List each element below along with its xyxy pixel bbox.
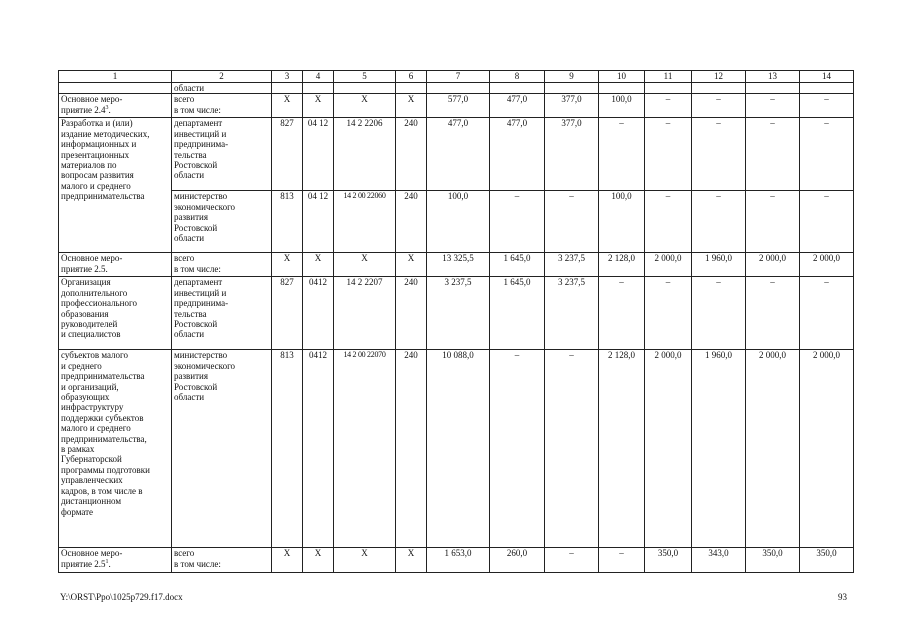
code-cell: 827	[272, 277, 303, 350]
code-cell: 240	[396, 350, 427, 548]
measure-description-cell: субъектов малого и среднего предпринимательства и организаций, образующих инфраструктуру поддержки субъектов малого и среднего предпринимательства, в рамках Губернаторской программы подготовки управленческих кадров, в том числе в дистанционном формате	[59, 350, 172, 548]
value-cell: –	[645, 94, 692, 118]
value-cell: 577,0	[427, 94, 490, 118]
document-file-path: Y:\ORST\Ppo\1025p729.f17.docx	[60, 592, 183, 602]
value-cell: –	[545, 191, 599, 253]
code-cell: 04 12	[303, 118, 334, 191]
executor-cell: министерство экономического развития Ростовской области	[172, 350, 272, 548]
table-row	[59, 277, 854, 350]
value-cell: 1 645,0	[490, 253, 545, 277]
budget-table	[58, 70, 854, 573]
value-cell: 100,0	[599, 94, 645, 118]
value-cell: –	[599, 548, 645, 573]
table-row	[59, 118, 854, 191]
value-cell: 1 960,0	[692, 350, 746, 548]
value-cell: –	[692, 277, 746, 350]
value-cell: 477,0	[427, 118, 490, 191]
code-cell: Х	[303, 94, 334, 118]
executor-cell: департамент инвестиций и предпринима- тельства Ростовской области	[172, 118, 272, 191]
value-cell: –	[490, 350, 545, 548]
code-cell: Х	[334, 94, 396, 118]
code-cell: 0412	[303, 277, 334, 350]
code-cell: 813	[272, 350, 303, 548]
measure-name-tail: .	[108, 558, 111, 569]
executor-cell: области	[172, 83, 272, 94]
measure-name-cell: Основное меро- приятие 2.5.	[59, 253, 172, 277]
column-header: 1	[59, 71, 172, 83]
column-header: 3	[272, 71, 303, 83]
column-number-row	[59, 71, 854, 83]
value-cell: –	[645, 118, 692, 191]
page-number: 93	[838, 592, 847, 602]
footnote-mark: 3	[105, 104, 109, 111]
value-cell: –	[692, 118, 746, 191]
executor-cell: департамент инвестиций и предпринима- тельства Ростовской области	[172, 277, 272, 350]
value-cell: –	[746, 94, 800, 118]
executor-cell: министерство экономического развития Ростовской области	[172, 191, 272, 253]
executor-cell: всего в том числе:	[172, 94, 272, 118]
value-cell: 1 645,0	[490, 277, 545, 350]
code-cell: Х	[396, 94, 427, 118]
table-row	[59, 94, 854, 118]
column-header: 4	[303, 71, 334, 83]
code-cell: 14 2 2207	[334, 277, 396, 350]
value-cell: –	[545, 350, 599, 548]
code-cell: Х	[334, 548, 396, 573]
value-cell: 260,0	[490, 548, 545, 573]
code-cell: Х	[303, 548, 334, 573]
value-cell: –	[800, 191, 854, 253]
measure-name: Основное меро- приятие 2.5	[61, 548, 123, 569]
value-cell: 350,0	[645, 548, 692, 573]
value-cell: 477,0	[490, 118, 545, 191]
value-cell: –	[800, 277, 854, 350]
value-cell: –	[800, 118, 854, 191]
column-header: 6	[396, 71, 427, 83]
value-cell: –	[692, 191, 746, 253]
code-cell: 14 2 2206	[334, 118, 396, 191]
code-cell: Х	[396, 548, 427, 573]
value-cell: –	[645, 191, 692, 253]
table-row	[59, 253, 854, 277]
code-cell: 240	[396, 191, 427, 253]
value-cell: 350,0	[746, 548, 800, 573]
value-cell: 3 237,5	[545, 277, 599, 350]
footnote-mark: 1	[105, 558, 109, 565]
code-cell: 813	[272, 191, 303, 253]
column-header: 10	[599, 71, 645, 83]
value-cell: 2 000,0	[800, 253, 854, 277]
code-cell: 14 2 00 22070	[334, 350, 396, 548]
value-cell: 377,0	[545, 118, 599, 191]
value-cell: 2 000,0	[746, 253, 800, 277]
measure-name-cell	[59, 548, 172, 573]
code-cell: 240	[396, 118, 427, 191]
value-cell: 2 000,0	[746, 350, 800, 548]
code-cell: Х	[303, 253, 334, 277]
value-cell: –	[800, 94, 854, 118]
value-cell: 1 653,0	[427, 548, 490, 573]
value-cell: –	[692, 94, 746, 118]
value-cell: 1 960,0	[692, 253, 746, 277]
table-row	[59, 350, 854, 548]
code-cell: Х	[272, 548, 303, 573]
code-cell: 04 12	[303, 191, 334, 253]
executor-cell: всего в том числе:	[172, 253, 272, 277]
value-cell: 477,0	[490, 94, 545, 118]
code-cell: 240	[396, 277, 427, 350]
carry-row	[59, 83, 854, 94]
value-cell: 377,0	[545, 94, 599, 118]
value-cell: 3 237,5	[427, 277, 490, 350]
value-cell: –	[545, 548, 599, 573]
measure-name-cell	[59, 94, 172, 118]
code-cell: Х	[396, 253, 427, 277]
value-cell: 350,0	[800, 548, 854, 573]
value-cell: –	[645, 277, 692, 350]
value-cell: 2 128,0	[599, 350, 645, 548]
value-cell: –	[599, 277, 645, 350]
value-cell: –	[599, 118, 645, 191]
measure-name-tail: .	[108, 104, 111, 115]
column-header: 9	[545, 71, 599, 83]
code-cell: Х	[272, 253, 303, 277]
code-cell: 14 2 00 22060	[334, 191, 396, 253]
column-header: 14	[800, 71, 854, 83]
value-cell: 100,0	[599, 191, 645, 253]
table-row	[59, 191, 854, 253]
column-header: 8	[490, 71, 545, 83]
column-header: 13	[746, 71, 800, 83]
column-header: 2	[172, 71, 272, 83]
column-header: 11	[645, 71, 692, 83]
value-cell: –	[746, 191, 800, 253]
measure-description-cell: Организация дополнительного профессионального образования руководителей и специалистов	[59, 277, 172, 350]
code-cell: 0412	[303, 350, 334, 548]
value-cell: 343,0	[692, 548, 746, 573]
value-cell: –	[746, 277, 800, 350]
value-cell: 2 128,0	[599, 253, 645, 277]
value-cell: 3 237,5	[545, 253, 599, 277]
measure-name: Основное меро- приятие 2.4	[61, 94, 123, 115]
value-cell: 2 000,0	[645, 350, 692, 548]
executor-cell: всего в том числе:	[172, 548, 272, 573]
column-header: 12	[692, 71, 746, 83]
code-cell: Х	[334, 253, 396, 277]
code-cell: 827	[272, 118, 303, 191]
value-cell: –	[490, 191, 545, 253]
value-cell: 2 000,0	[645, 253, 692, 277]
value-cell: 2 000,0	[800, 350, 854, 548]
table-cell	[59, 83, 172, 94]
column-header: 5	[334, 71, 396, 83]
value-cell: –	[746, 118, 800, 191]
value-cell: 13 325,5	[427, 253, 490, 277]
value-cell: 100,0	[427, 191, 490, 253]
measure-description-cell: Разработка и (или) издание методических, информационных и презентационных материалов по вопросам развития малого и среднего предпринимательства	[59, 118, 172, 253]
code-cell: Х	[272, 94, 303, 118]
table-row	[59, 548, 854, 573]
value-cell: 10 088,0	[427, 350, 490, 548]
column-header: 7	[427, 71, 490, 83]
